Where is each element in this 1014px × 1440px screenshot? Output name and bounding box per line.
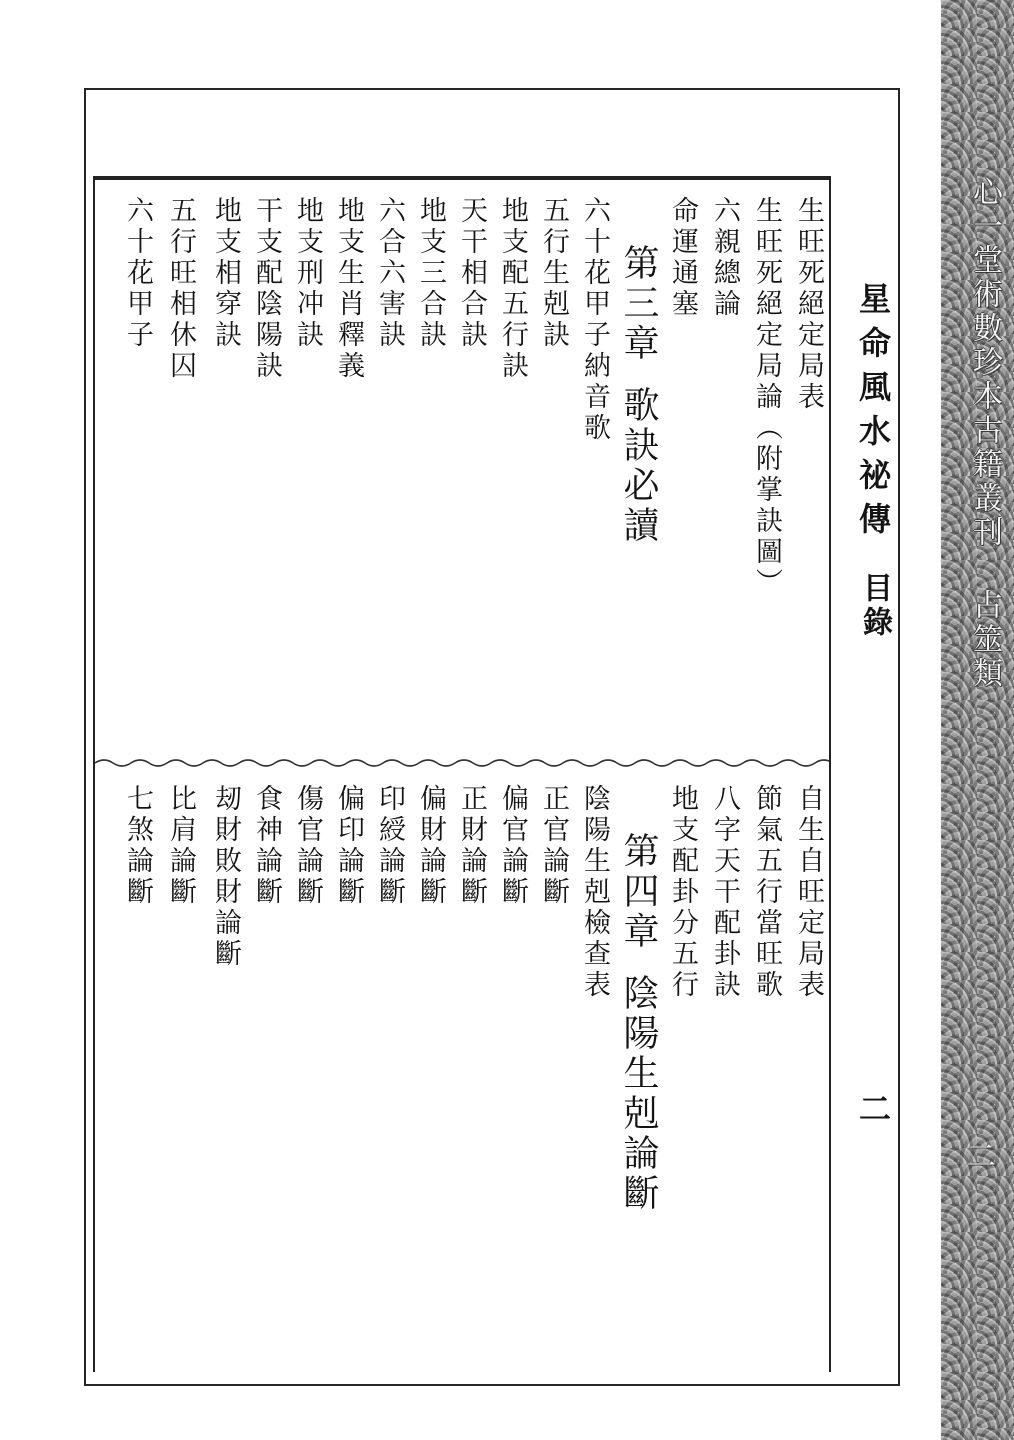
page-number: 二 xyxy=(854,1092,892,1124)
toc-entry: 六十花甲子納音歌 xyxy=(579,196,610,444)
toc-entry: 刼財敗財論斷 xyxy=(210,784,241,970)
chapter-title: 陰陽生剋論斷 xyxy=(618,974,659,1214)
series-page-number: 二 xyxy=(960,1140,995,1170)
toc-entry: 自生自旺定局表 xyxy=(793,784,824,1001)
toc-entry: 天干相合訣 xyxy=(456,196,487,351)
chapter-heading xyxy=(612,244,659,546)
toc-entry: 正官論斷 xyxy=(538,784,569,908)
chapter-number: 第四章 xyxy=(618,832,659,952)
toc-entry: 生旺死絕定局論（附掌訣圖） xyxy=(751,196,782,599)
toc-entry: 六合六害訣 xyxy=(374,196,405,351)
toc-entry: 正財論斷 xyxy=(456,784,487,908)
toc-entry: 干支配陰陽訣 xyxy=(251,196,282,382)
book-title: 星命風水祕傳 xyxy=(854,282,892,546)
toc-entry: 地支相穿訣 xyxy=(210,196,241,351)
chapter-number: 第三章 xyxy=(618,244,659,364)
toc-entry: 六親總論 xyxy=(709,196,740,320)
toc-entry: 地支配五行訣 xyxy=(497,196,528,382)
toc-entry: 傷官論斷 xyxy=(292,784,323,908)
wavy-divider xyxy=(95,756,829,770)
toc-entry: 命運通塞 xyxy=(667,196,698,320)
toc-entry: 節氣五行當旺歌 xyxy=(751,784,782,1001)
toc-entry: 偏印論斷 xyxy=(333,784,364,908)
section-label: 目錄 xyxy=(857,572,892,640)
toc-entry: 地支生肖釋義 xyxy=(333,196,364,382)
toc-entry: 生旺死絕定局表 xyxy=(793,196,824,413)
toc-entry: 五行旺相休囚 xyxy=(165,196,196,382)
toc-entry: 地支刑冲訣 xyxy=(292,196,323,351)
toc-entry: 比肩論斷 xyxy=(165,784,196,908)
series-title: 心一堂術數珍本古籍叢刊 占筮類 xyxy=(967,176,1002,691)
chapter-heading xyxy=(612,832,659,1214)
toc-entry: 七煞論斷 xyxy=(122,784,153,908)
toc-entry: 八字天干配卦訣 xyxy=(709,784,740,1001)
toc-entry: 偏官論斷 xyxy=(497,784,528,908)
chapter-title: 歌訣必讀 xyxy=(618,386,659,546)
toc-entry: 陰陽生剋檢查表 xyxy=(579,784,610,1001)
toc-entry: 地支三合訣 xyxy=(415,196,446,351)
toc-entry: 六十花甲子 xyxy=(122,196,153,351)
toc-entry: 五行生剋訣 xyxy=(538,196,569,351)
toc-entry: 食神論斷 xyxy=(251,784,282,908)
inner-text-frame xyxy=(93,176,831,1372)
toc-entry: 偏財論斷 xyxy=(415,784,446,908)
toc-entry: 地支配卦分五行 xyxy=(667,784,698,1001)
toc-entry: 印綬論斷 xyxy=(374,784,405,908)
